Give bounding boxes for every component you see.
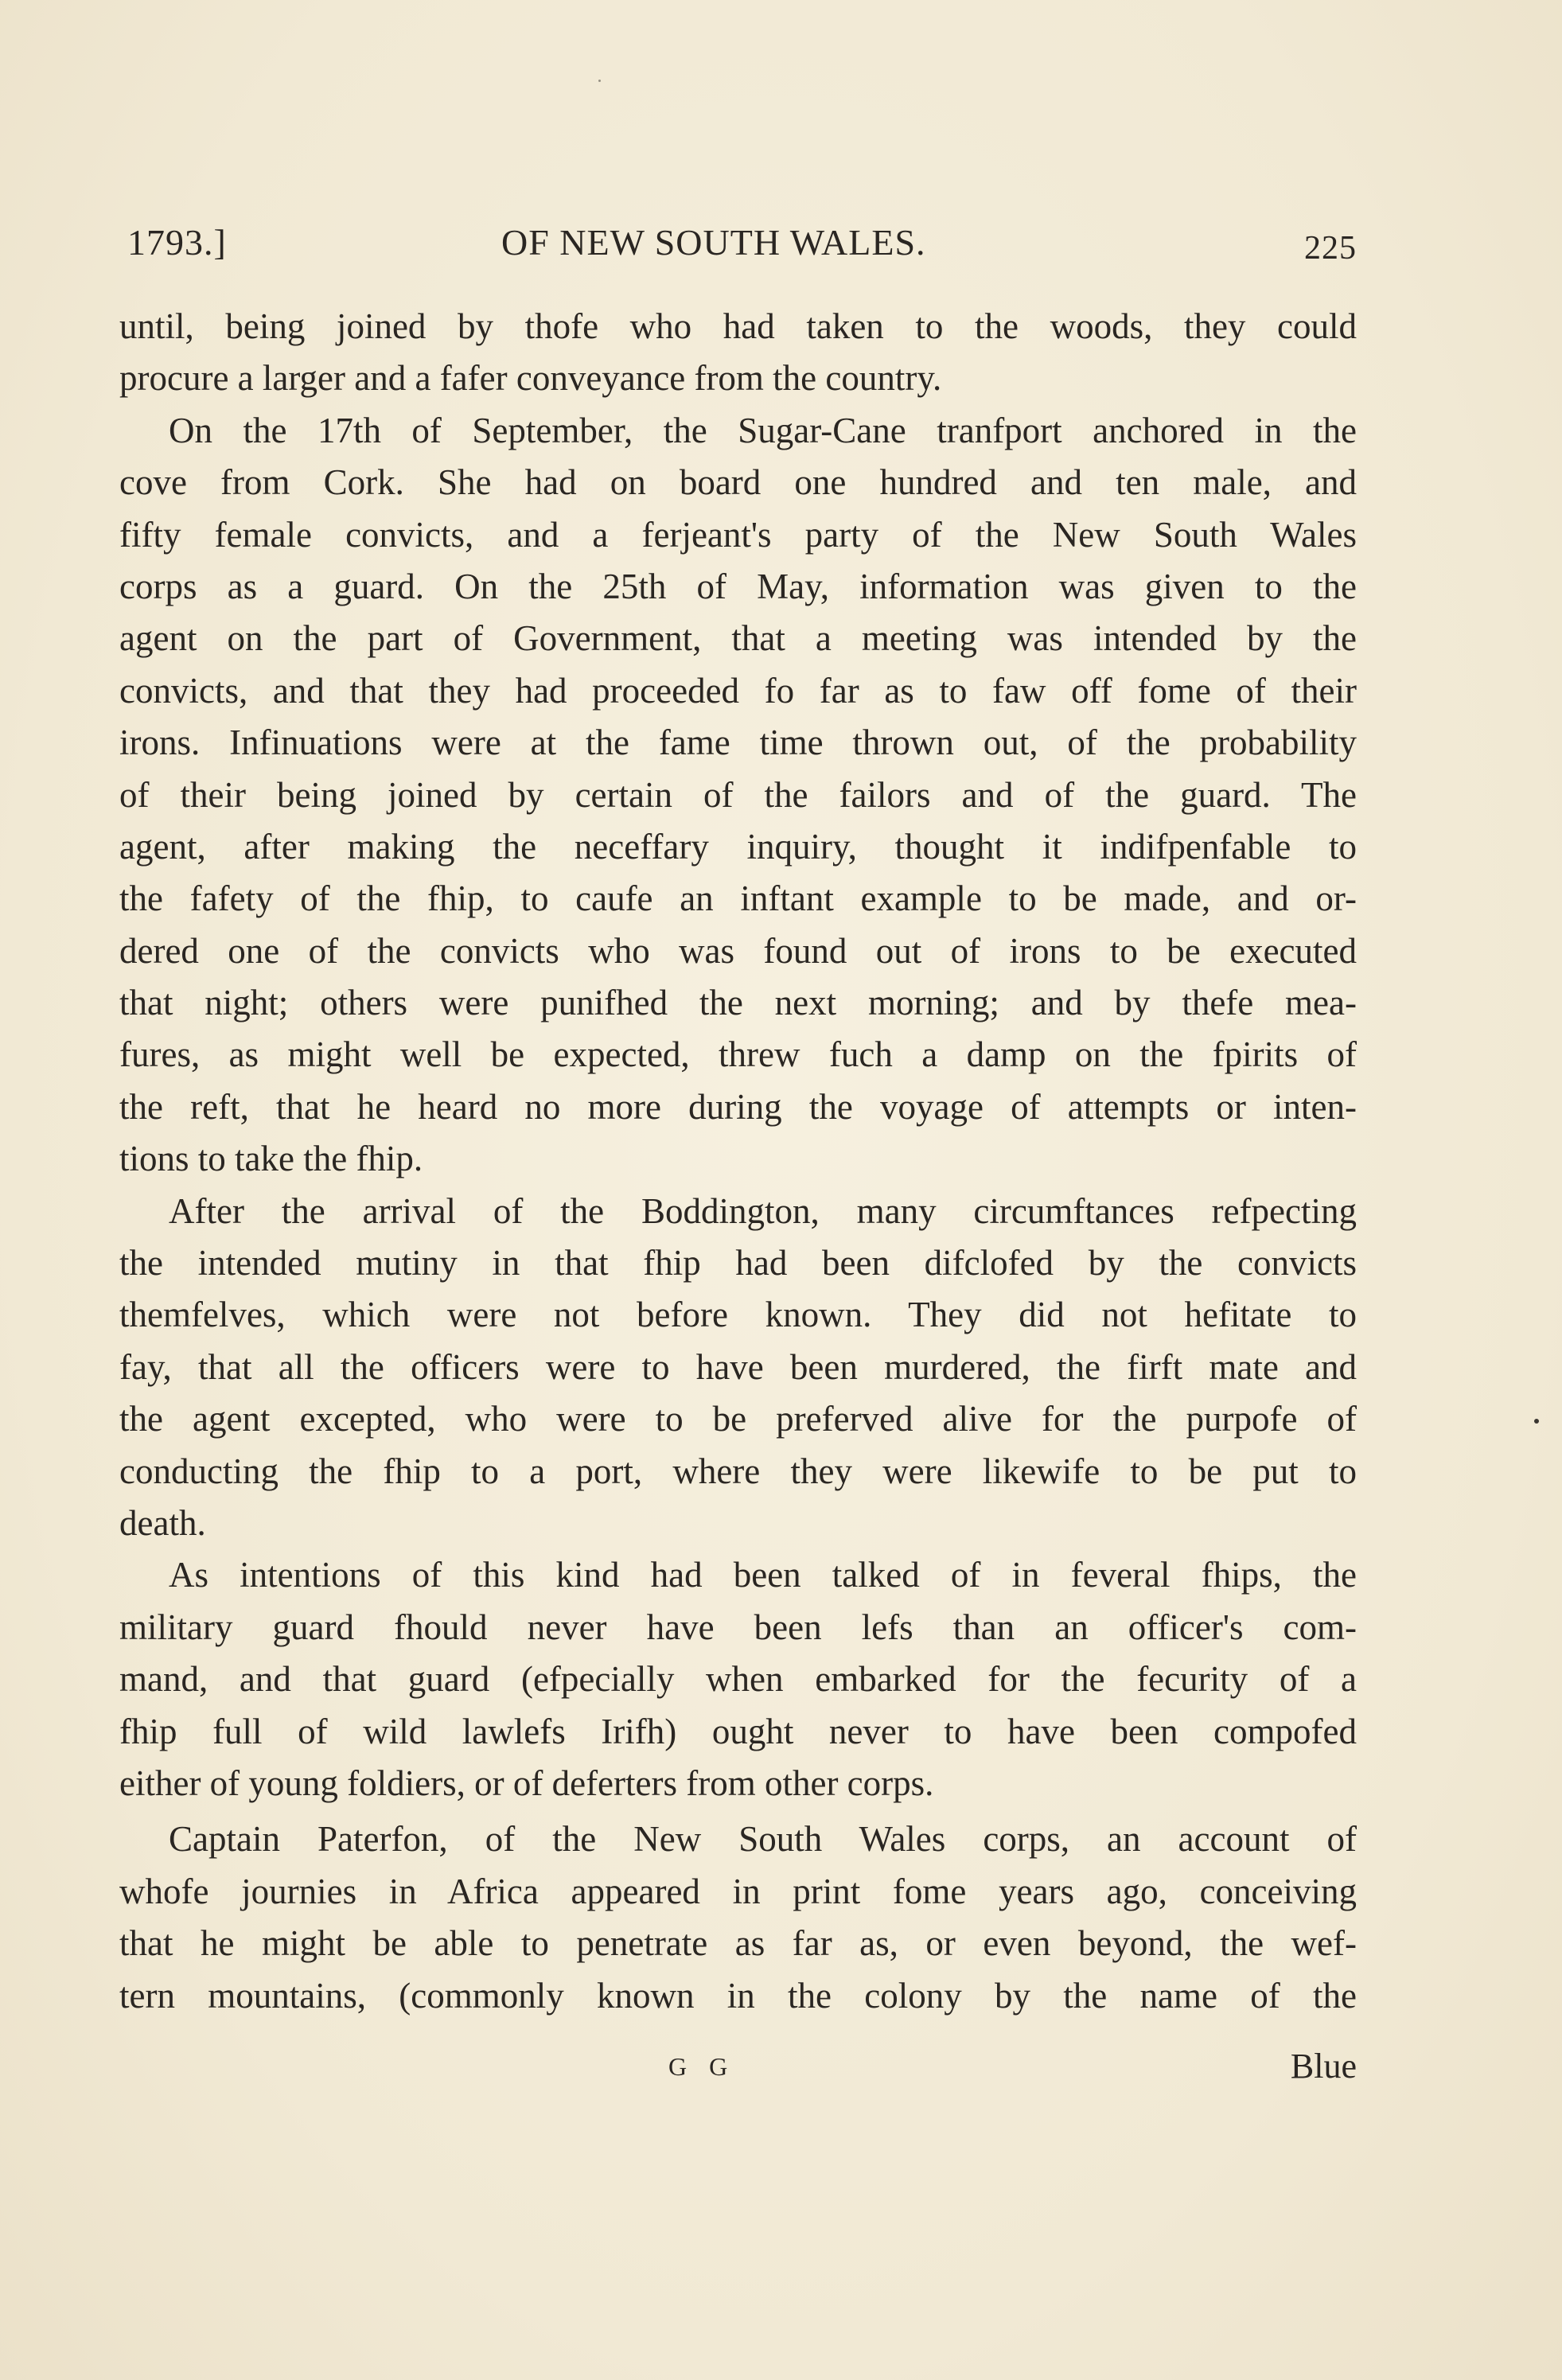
text-line: agent, after making the neceffary inquiry, thought it indifpenfable to [119,826,1357,867]
text-line: the intended mutiny in that fhip had been difclofed by the convicts [119,1243,1357,1283]
text-line: cove from Cork. She had on board one hundred and ten male, and [119,462,1357,503]
text-line: fhip full of wild lawlefs Irifh) ought never to have been compofed [119,1711,1357,1751]
text-line: agent on the part of Government, that a meeting was intended by the [119,618,1357,659]
text-line: tions to take the fhip. [119,1139,423,1179]
text-line: either of young foldiers, or of deferters from other corps. [119,1763,934,1803]
text-line: Captain Paterfon, of the New South Wales corps, an account of [169,1819,1357,1860]
text-line: dered one of the convicts who was found out of irons to be executed [119,930,1357,971]
text-line: whofe journies in Africa appeared in print fome years ago, conceiving [119,1871,1357,1911]
text-line: After the arrival of the Boddington, many circumftances refpecting [169,1190,1357,1231]
catchword: Blue [1290,2047,1357,2086]
text-line: On the 17th of September, the Sugar-Cane tranfport anchored in the [169,410,1357,450]
text-line: of their being joined by certain of the failors and of the guard. The [119,774,1357,815]
text-line: corps as a guard. On the 25th of May, information was given to the [119,566,1357,606]
text-line: fay, that all the officers were to have been murdered, the firft mate and [119,1346,1357,1387]
page-header [127,213,1357,277]
text-line: themfelves, which were not before known. They did not hefitate to [119,1295,1357,1335]
text-line: procure a larger and a fafer conveyance from the country. [119,358,942,399]
page-number: 225 [1304,230,1357,267]
text-line: tern mountains, (commonly known in the colony by the name of the [119,1975,1357,2016]
text-line: convicts, and that they had proceeded fo far as to faw off fome of their [119,670,1357,711]
text-line: the fafety of the fhip, to caufe an inftant example to be made, and or- [119,878,1357,919]
text-line: that he might be able to penetrate as far as, or even beyond, the wef- [119,1923,1357,1964]
text-line: death. [119,1502,206,1543]
signature-mark: G G [668,2052,736,2081]
text-line: the agent excepted, who were to be preferved alive for the purpofe of [119,1399,1357,1439]
text-line: military guard fhould never have been lefs than an officer's com- [119,1607,1357,1647]
running-title: OF NEW SOUTH WALES. [501,222,926,263]
text-line: that night; others were punifhed the next morning; and by thefe mea- [119,983,1357,1023]
text-line: fifty female convicts, and a ferjeant's party of the New South Wales [119,514,1357,555]
text-line: conducting the fhip to a port, where they were likewife to be put to [119,1451,1357,1491]
header-year: 1793.] [127,222,227,263]
text-line: As intentions of this kind had been talked of in feveral fhips, the [169,1555,1357,1595]
text-line: the reft, that he heard no more during the voyage of attempts or inten- [119,1086,1357,1127]
text-line: irons. Infinuations were at the fame time thrown out, of the probability [119,723,1357,763]
text-line: fures, as might well be expected, threw fuch a damp on the fpirits of [119,1034,1357,1075]
page-footer [119,2041,1357,2097]
text-line: until, being joined by thofe who had taken to the woods, they could [119,306,1357,346]
body-text [119,301,1357,2022]
ink-speck [1534,1419,1539,1424]
ink-speck [598,80,601,82]
text-line: mand, and that guard (efpecially when embarked for the fecurity of a [119,1659,1357,1700]
